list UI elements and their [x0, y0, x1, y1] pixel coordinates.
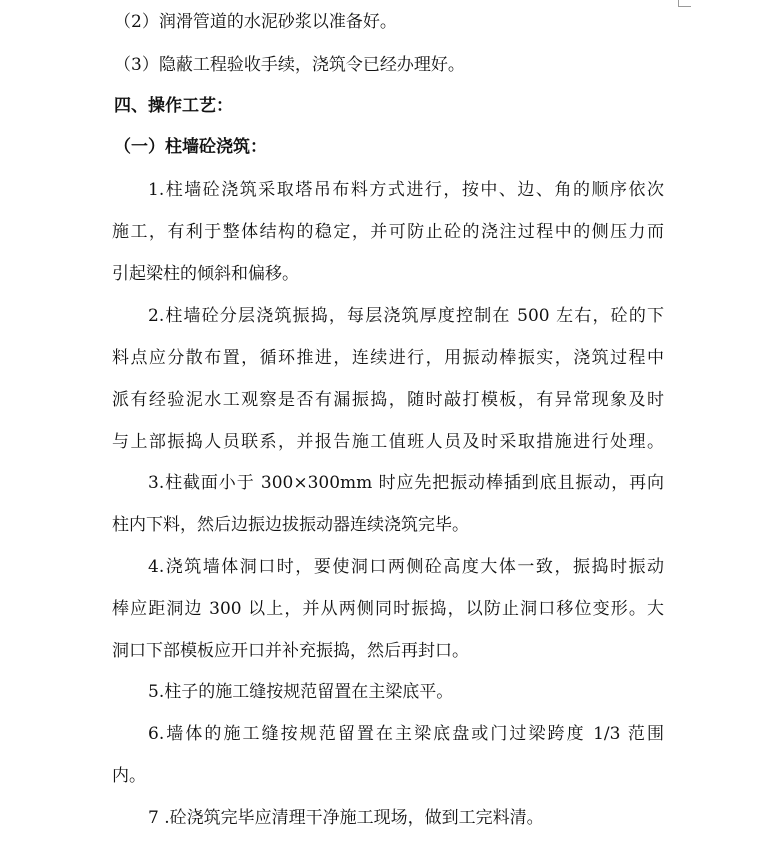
- paragraph-1-line-2: 施工，有利于整体结构的稳定，并可防止砼的浇注过程中的侧压力而: [112, 222, 664, 242]
- paragraph-2-line-4: 与上部振捣人员联系，并报告施工值班人员及时采取措施进行处理。: [112, 432, 664, 452]
- paragraph-2-line-2: 料点应分散布置，循环推进，连续进行，用振动棒振实，浇筑过程中: [112, 348, 664, 368]
- paragraph-5-line-1: 5.柱子的施工缝按规范留置在主梁底平。: [148, 682, 454, 702]
- list-item-prep-3: （3）隐蔽工程验收手续，浇筑令已经办理好。: [114, 55, 465, 75]
- subsection-1-heading: （一）柱墙砼浇筑：: [114, 137, 267, 157]
- paragraph-6-line-2: 内。: [112, 766, 146, 786]
- paragraph-2-line-3: 派有经验泥水工观察是否有漏振捣，随时敲打模板，有异常现象及时: [112, 390, 664, 410]
- paragraph-4-line-3: 洞口下部模板应开口并补充振捣，然后再封口。: [112, 641, 469, 661]
- paragraph-2-line-1: 2.柱墙砼分层浇筑振捣，每层浇筑厚度控制在 500 左右，砼的下: [148, 306, 664, 326]
- paragraph-3-line-1: 3.柱截面小于 300×300mm 时应先把振动棒插到底且振动，再向: [148, 473, 664, 493]
- paragraph-4-line-1: 4.浇筑墙体洞口时，要使洞口两侧砼高度大体一致，振捣时振动: [148, 557, 664, 577]
- list-item-prep-2: （2）润滑管道的水泥砂浆以准备好。: [114, 12, 397, 32]
- paragraph-3-line-2: 柱内下料，然后边振边拔振动器连续浇筑完毕。: [112, 515, 469, 535]
- paragraph-7-line-1: 7 .砼浇筑完毕应清理干净施工现场，做到工完料清。: [148, 808, 544, 828]
- paragraph-6-line-1: 6.墙体的施工缝按规范留置在主梁底盘或门过梁跨度 1/3 范围: [148, 724, 664, 744]
- section-4-heading: 四、操作工艺：: [114, 96, 233, 116]
- paragraph-1-line-3: 引起梁柱的倾斜和偏移。: [112, 264, 299, 284]
- page-corner-mark: [678, 0, 691, 7]
- paragraph-1-line-1: 1.柱墙砼浇筑采取塔吊布料方式进行，按中、边、角的顺序依次: [148, 180, 664, 200]
- paragraph-4-line-2: 棒应距洞边 300 以上，并从两侧同时振捣，以防止洞口移位变形。大: [112, 599, 664, 619]
